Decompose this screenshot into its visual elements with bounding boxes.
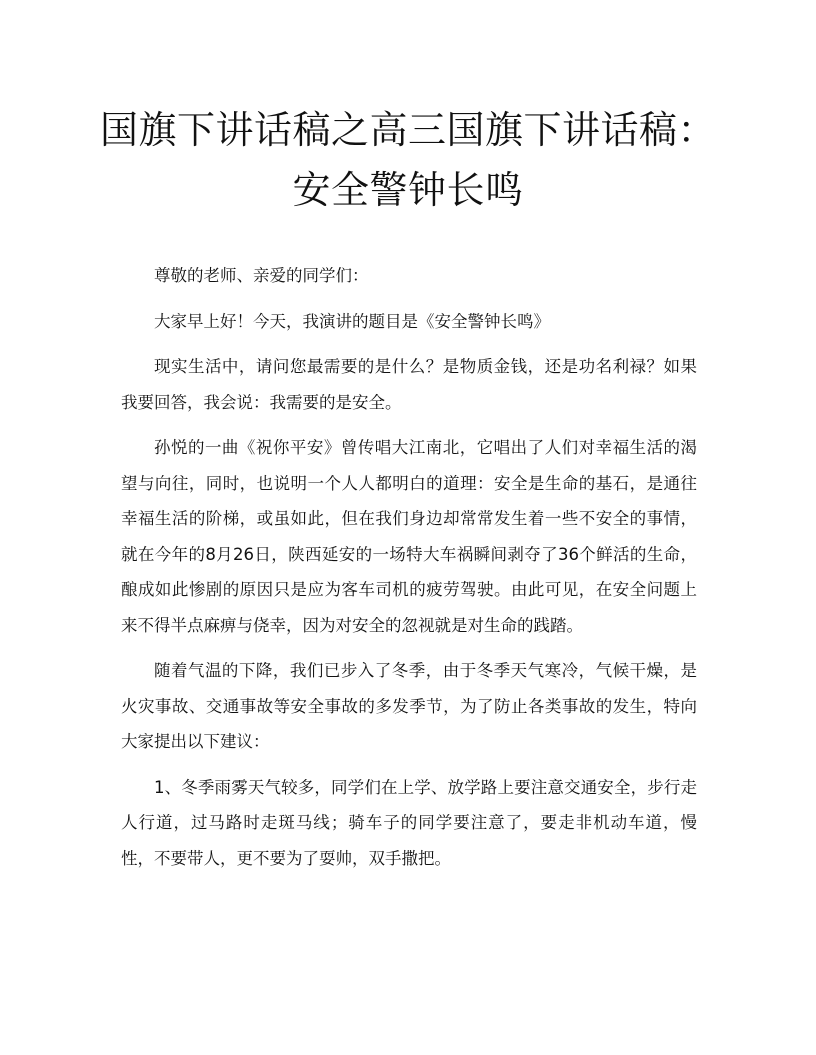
document-title: 国旗下讲话稿之高三国旗下讲话稿：安全警钟长鸣 [100, 108, 717, 212]
paragraph-song: 孙悦的一曲《祝你平安》曾传唱大江南北，它唱出了人们对幸福生活的渴望与向往，同时，也说明一个人人都明白的道理：安全是生命的基石，是通往幸福生活的阶梯，或虽如此，但在我们身边却常常发生着一些不安全的事情，就在今年的8月26日，陕西延安的一场特大车祸瞬间剥夺了36个鲜活的生命，酿成如此惨剧的原因只是应为客车司机的疲劳驾驶。由此可见，在安全问题上来不得半点麻痹与侥幸，因为对安全的忽视就是对生命的践踏。 [121, 438, 697, 635]
paragraph-winter: 随着气温的下降，我们已步入了冬季，由于冬季天气寒冷，气候干燥，是火灾事故、交通事故等安全事故的多发季节，为了防止各类事故的发生，特向大家提出以下建议： [121, 661, 697, 751]
paragraph-greeting: 尊敬的老师、亲爱的同学们： [154, 266, 369, 285]
document-body [121, 258, 697, 876]
paragraph-question: 现实生活中，请问您最需要的是什么？是物质金钱，还是功名利禄？如果我要回答，我会说：我需要的是安全。 [121, 357, 697, 412]
paragraph-advice-1: 1、冬季雨雾天气较多，同学们在上学、放学路上要注意交通安全，步行走人行道，过马路时走斑马线；骑车子的同学要注意了，要走非机动车道，慢性，不要带人，更不要为了耍帅，双手撒把。 [121, 777, 697, 868]
paragraph-intro: 大家早上好！今天，我演讲的题目是《安全警钟长鸣》 [154, 311, 550, 331]
